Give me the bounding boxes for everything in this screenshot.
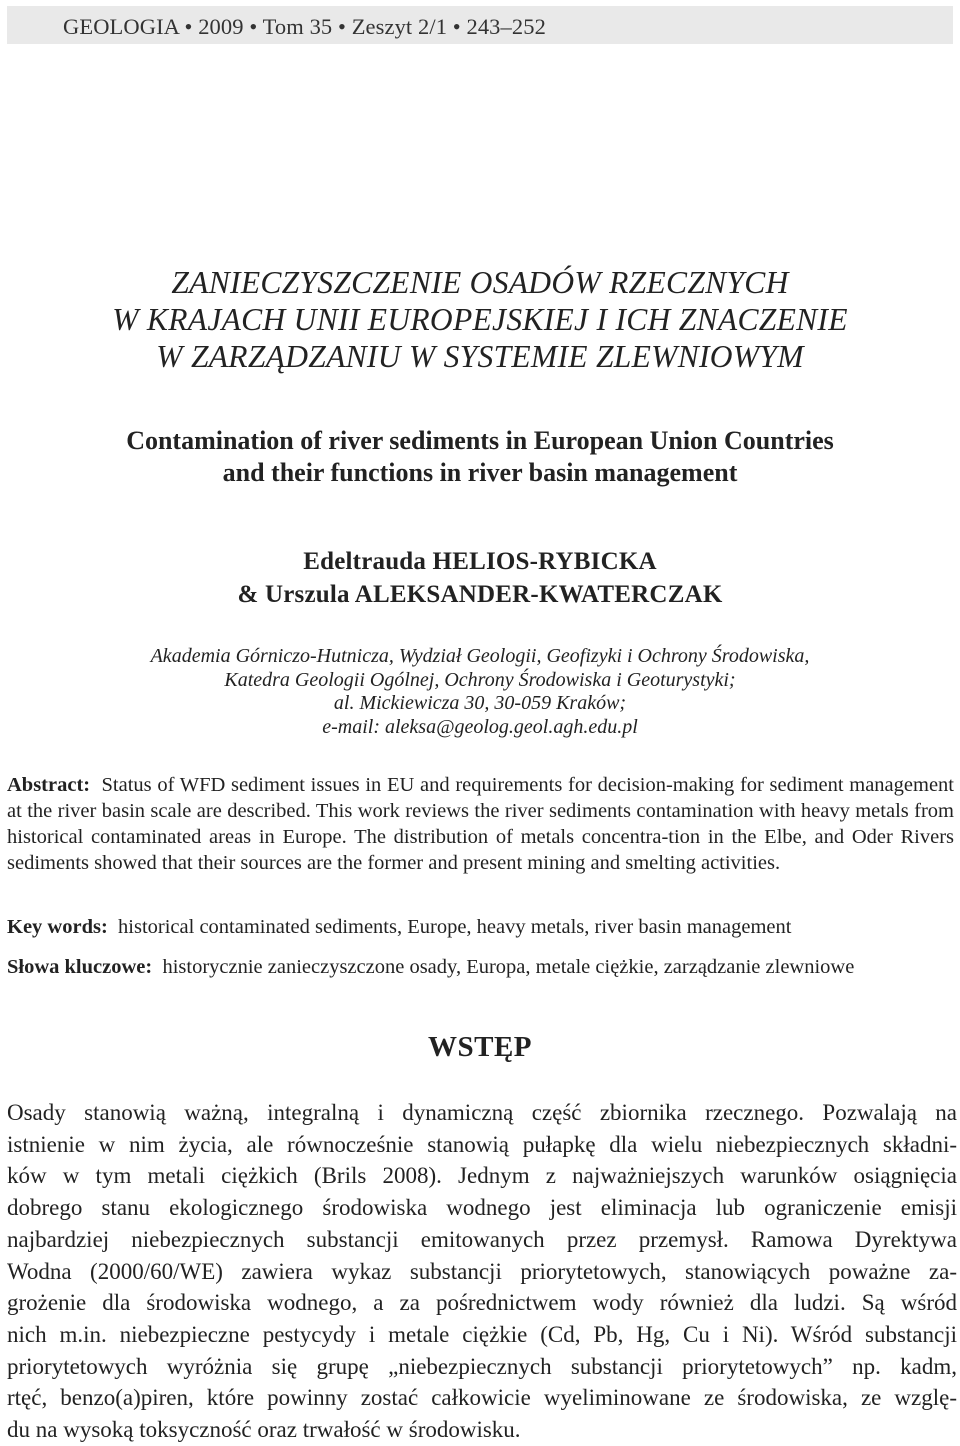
keywords-polish-text: historycznie zanieczyszczone osady, Europa, metale ciężkie, zarządzanie zlewniowe (162, 956, 855, 978)
title-polish-line: W ZARZĄDZANIU W SYSTEMIE ZLEWNIOWYM (156, 339, 804, 374)
abstract-text: Status of WFD sediment issues in EU and requirements for decision-making for sediment management at the river basin scale are described. This work reviews the river sediments contamination with heavy metals from historical contaminated areas in Europe. The distribution of metals concentra-tion in the Elbe, and Oder Rivers sediments showed that their sources are the former and present mining and smelting activities. (7, 774, 954, 874)
body-line: grożenie dla środowiska wodnego, a za pośrednictwem wody również dla ludzi. Są wśród (7, 1290, 957, 1316)
abstract-label: Abstract: (7, 774, 91, 796)
body-paragraph (7, 1097, 957, 1446)
author-line: Edeltrauda HELIOS-RYBICKA (303, 548, 657, 575)
title-english (0, 425, 960, 489)
running-header: GEOLOGIA • 2009 • Tom 35 • Zeszyt 2/1 • 243–252 (63, 14, 546, 39)
keywords-english (7, 914, 954, 940)
body-line: rtęć, benzo(a)piren, które powinny zostać całkowicie wyeliminowane ze środowiska, ze wzglę- (7, 1385, 957, 1411)
title-english-line: Contamination of river sediments in European Union Countries (126, 426, 834, 455)
body-line: priorytetowych wyróżnia się grupę „niebezpiecznych substancji priorytetowych” np. kadm, (7, 1353, 957, 1379)
affiliation-email[interactable]: e-mail: aleksa@geolog.geol.agh.edu.pl (322, 715, 638, 738)
body-line: Osady stanowią ważną, integralną i dynamiczną część zbiornika rzecznego. Pozwalają na (7, 1100, 957, 1125)
affiliation (0, 645, 960, 739)
body-line: nich m.in. niebezpieczne pestycydy i metale ciężkie (Cd, Pb, Hg, Cu i Ni). Wśród substancji (7, 1321, 957, 1347)
keywords-polish-label: Słowa kluczowe: (7, 956, 153, 978)
body-line: du na wysoką toksyczność oraz trwałość w środowisku. (7, 1417, 521, 1443)
body-line: dobrego stanu ekologicznego środowiska wodnego jest eliminacja lub ograniczenie emisji (7, 1195, 957, 1221)
body-line: ków w tym metali ciężkich (Brils 2008). Jednym z najważniejszych warunków osiągnięcia (7, 1163, 957, 1189)
authors (0, 545, 960, 611)
body-line: Wodna (2000/60/WE) zawiera wykaz substancji priorytetowych, stanowiących poważne za- (7, 1258, 957, 1284)
section-title: WSTĘP (427, 1031, 533, 1063)
keywords-polish (7, 954, 954, 980)
body-line: istnienie w nim życia, ale równocześnie stanowią pułapkę dla wielu niebezpiecznych składni- (7, 1131, 957, 1157)
title-polish-line: ZANIECZYSZCZENIE OSADÓW RZECZNYCH (171, 265, 789, 300)
keywords-english-text: historical contaminated sediments, Europe, heavy metals, river basin management (118, 916, 792, 938)
title-polish (0, 264, 960, 375)
abstract (7, 772, 954, 876)
affiliation-line: Akademia Górniczo-Hutnicza, Wydział Geologii, Geofizyki i Ochrony Środowiska, (150, 645, 810, 667)
affiliation-line: Katedra Geologii Ogólnej, Ochrony Środowiska i Geoturystyki; (224, 668, 736, 691)
running-header-bar (7, 6, 953, 44)
affiliation-line: al. Mickiewicza 30, 30-059 Kraków; (333, 692, 627, 714)
title-english-line: and their functions in river basin management (222, 458, 738, 487)
author-line: & Urszula ALEKSANDER-KWATERCZAK (237, 581, 723, 608)
title-polish-line: W KRAJACH UNII EUROPEJSKIEJ I ICH ZNACZENIE (112, 302, 848, 337)
keywords-english-label: Key words: (7, 916, 108, 938)
body-line: najbardziej niebezpiecznych substancji emitowanych przez przemysł. Ramowa Dyrektywa (7, 1226, 957, 1252)
